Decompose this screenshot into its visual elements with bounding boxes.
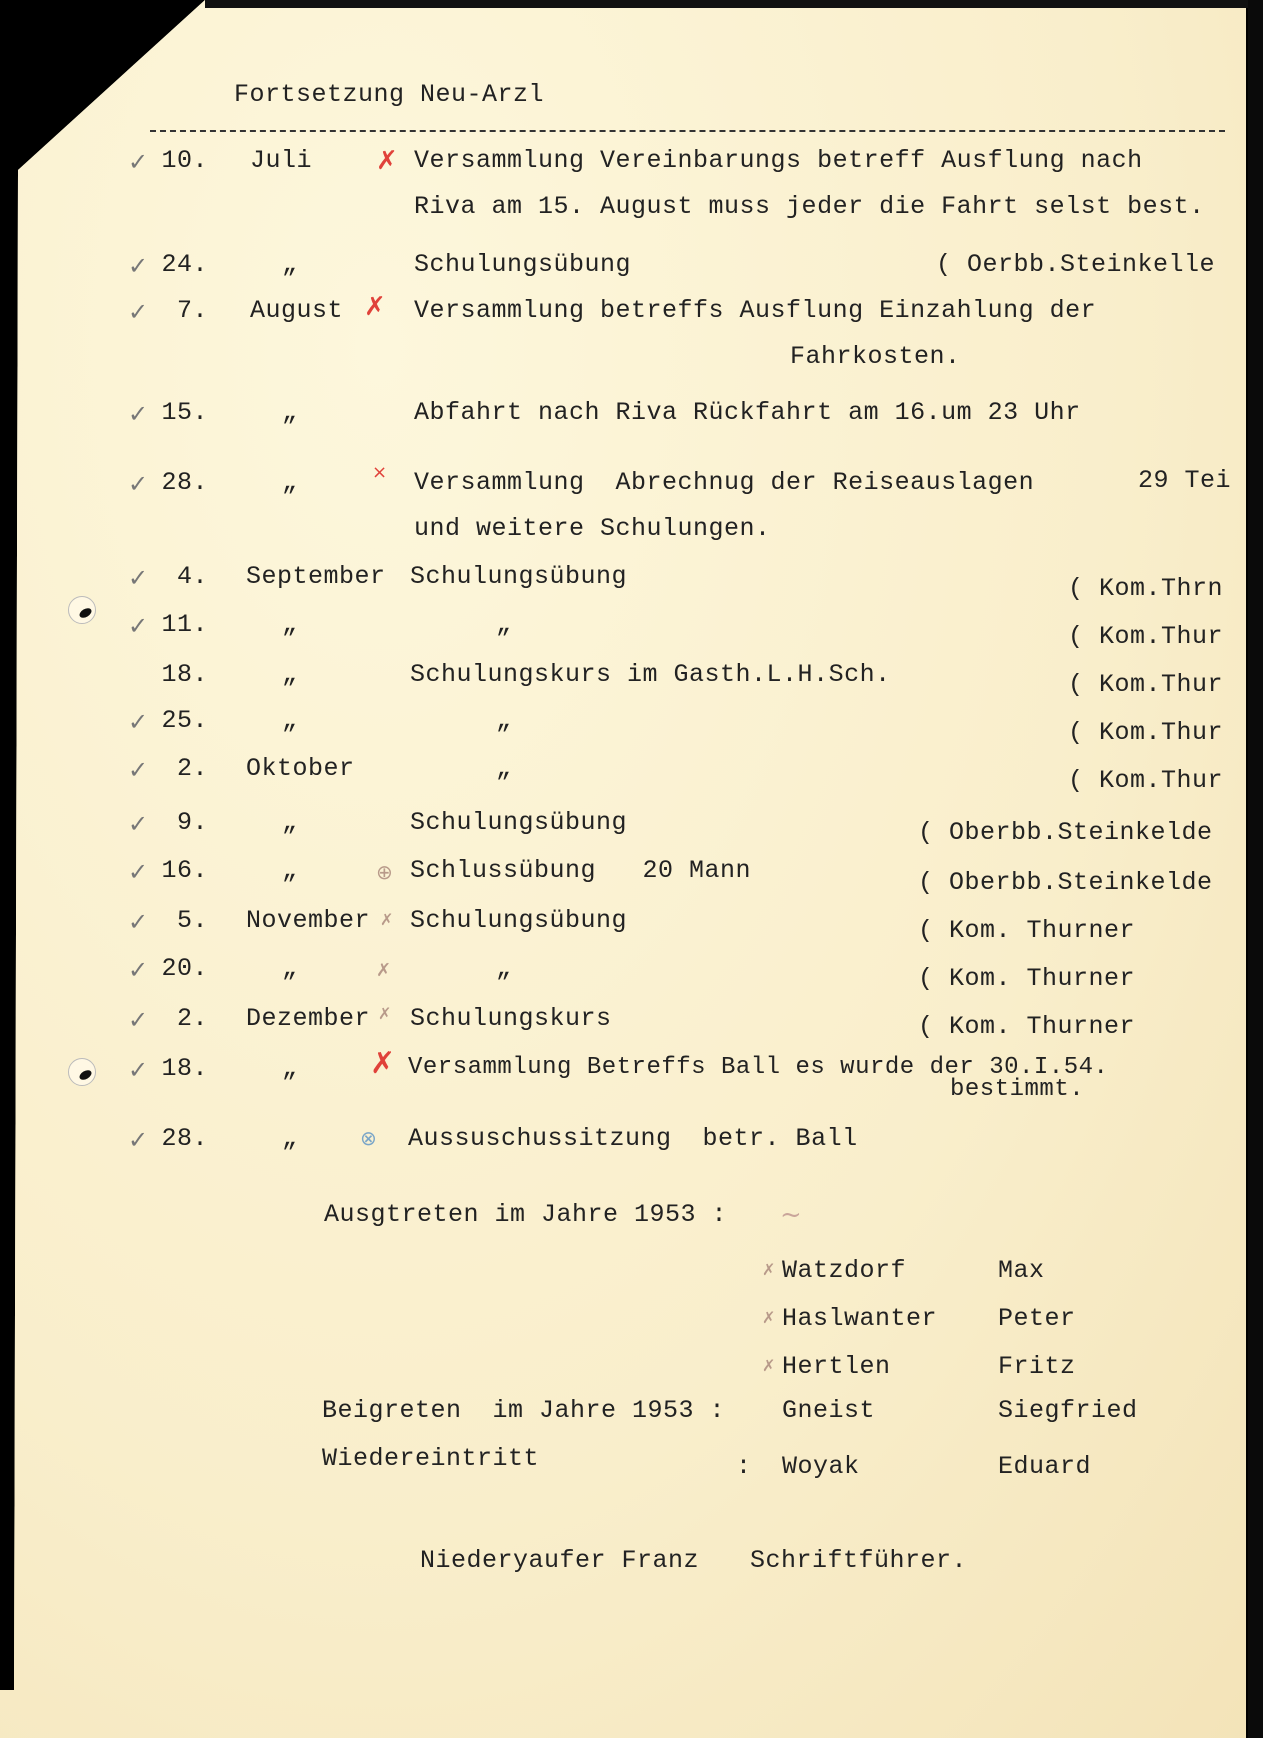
- entry-month: „: [282, 1124, 298, 1153]
- entry-day: 2.: [176, 754, 208, 783]
- signature-name: Niederyaufer Franz: [420, 1546, 700, 1575]
- red-cross-icon: ×: [372, 462, 388, 483]
- entry-description: Schulungsübung: [410, 808, 628, 837]
- scan-border-top: [205, 0, 1263, 8]
- member-first-name: Fritz: [998, 1352, 1076, 1381]
- entry-month: „: [282, 250, 298, 279]
- entry-description: „: [496, 954, 512, 983]
- check-mark-icon: ✓: [128, 858, 149, 886]
- member-last-name: Haslwanter: [782, 1304, 938, 1333]
- pencil-cross-icon: ✗: [376, 960, 392, 981]
- scan-border-right: [1248, 0, 1263, 1738]
- check-mark-icon: ✓: [128, 1056, 149, 1084]
- check-mark-icon: ✓: [128, 400, 149, 428]
- entry-description: Aussuschussitzung betr. Ball: [408, 1124, 858, 1153]
- entry-month: „: [282, 660, 298, 689]
- entry-month: „: [282, 468, 298, 497]
- entry-day: 25.: [161, 706, 208, 735]
- entry-description: Fahrkosten.: [790, 342, 961, 371]
- entry-day: 2.: [176, 1004, 208, 1033]
- pencil-cross-icon: ✗: [378, 1004, 392, 1023]
- entry-month: „: [282, 954, 298, 983]
- entry-month: „: [282, 808, 298, 837]
- entry-description: Riva am 15. August muss jeder die Fahrt selst best.: [414, 192, 1205, 221]
- entry-day: 28.: [161, 468, 208, 497]
- entry-day: 7.: [176, 296, 208, 325]
- entry-day: 15.: [161, 398, 208, 427]
- entry-day: 10.: [161, 146, 208, 175]
- page-title: Fortsetzung Neu-Arzl: [234, 80, 545, 109]
- entry-month: Oktober: [246, 754, 355, 783]
- signature-role: Schriftführer.: [750, 1546, 968, 1575]
- blue-cross-icon: ⊗: [360, 1126, 377, 1150]
- red-cross-icon: ✗: [370, 1046, 396, 1081]
- entry-day: 9.: [176, 808, 208, 837]
- pencil-cross-icon: ✗: [762, 1260, 776, 1279]
- entry-location-note: ( Kom.Thur: [1068, 670, 1224, 699]
- entry-day: 18.: [161, 660, 208, 689]
- check-mark-icon: ✓: [128, 564, 149, 592]
- check-mark-icon: ✓: [128, 956, 149, 984]
- punch-hole: [68, 1058, 96, 1086]
- entry-description: Versammlung Betreffs Ball es wurde der 30.I.54.: [408, 1054, 1109, 1081]
- entry-description: Versammlung Vereinbarungs betreff Ausflung nach: [414, 146, 1143, 175]
- check-mark-icon: ✓: [128, 810, 149, 838]
- reentry-label: Wiedereintritt: [322, 1444, 540, 1473]
- entry-location-note: ( Kom.Thur: [1068, 766, 1224, 795]
- entry-month: „: [282, 706, 298, 735]
- entry-description: „: [496, 754, 512, 783]
- entry-description: Schulungsübung: [410, 562, 628, 591]
- entry-description: bestimmt.: [950, 1076, 1085, 1103]
- entry-month: Dezember: [246, 1004, 371, 1033]
- member-first-name: Peter: [998, 1304, 1076, 1333]
- entry-day: 28.: [161, 1124, 208, 1153]
- entry-month: August: [250, 296, 344, 325]
- entry-location-note: ( Kom.Thur: [1068, 718, 1224, 747]
- pencil-cross-icon: ✗: [762, 1356, 776, 1375]
- entry-month: September: [246, 562, 386, 591]
- joined-label: Beigreten im Jahre 1953 :: [322, 1396, 726, 1425]
- entry-day: 11.: [161, 610, 208, 639]
- check-mark-icon: ✓: [128, 470, 149, 498]
- entry-month: „: [282, 1054, 298, 1083]
- check-mark-icon: ✓: [128, 908, 149, 936]
- entry-day: 18.: [161, 1054, 208, 1083]
- reentry-colon: :: [736, 1452, 752, 1481]
- reentry-last-name: Woyak: [782, 1452, 860, 1481]
- check-mark-icon: ✓: [128, 298, 149, 326]
- joined-last-name: Gneist: [782, 1396, 876, 1425]
- entry-location-note: ( Kom. Thurner: [918, 964, 1136, 993]
- joined-first-name: Siegfried: [998, 1396, 1138, 1425]
- entry-description: Schulungsübung: [410, 906, 628, 935]
- entry-location-note: ( Kom.Thur: [1068, 622, 1224, 651]
- entry-day: 24.: [161, 250, 208, 279]
- red-cross-icon: ✗: [376, 146, 398, 176]
- check-mark-icon: ✓: [128, 1006, 149, 1034]
- entry-location-note: ( Kom. Thurner: [918, 1012, 1136, 1041]
- entry-day: 4.: [176, 562, 208, 591]
- entry-description: Schulungsübung: [414, 250, 632, 279]
- entry-location-note: ( Kom.Thrn: [1068, 574, 1224, 603]
- entry-month: „: [282, 398, 298, 427]
- entry-description: „: [496, 706, 512, 735]
- entry-location-note: ( Oberbb.Steinkelde: [918, 868, 1213, 897]
- check-mark-icon: ✓: [128, 708, 149, 736]
- member-last-name: Watzdorf: [782, 1256, 907, 1285]
- left-members-label: Ausgtreten im Jahre 1953 :: [324, 1200, 728, 1229]
- entry-day: 16.: [161, 856, 208, 885]
- member-first-name: Max: [998, 1256, 1045, 1285]
- member-last-name: Hertlen: [782, 1352, 891, 1381]
- entry-day: 20.: [161, 954, 208, 983]
- pencil-cross-icon: ✗: [762, 1308, 776, 1327]
- entry-month: „: [282, 856, 298, 885]
- entry-description: und weitere Schulungen.: [414, 514, 771, 543]
- entry-description: Versammlung Abrechnug der Reiseauslagen: [414, 468, 1035, 497]
- punch-hole: [68, 596, 96, 624]
- entry-month: Juli: [250, 146, 313, 175]
- header-divider: [150, 130, 1225, 132]
- reentry-first-name: Eduard: [998, 1452, 1092, 1481]
- check-mark-icon: ✓: [128, 756, 149, 784]
- entry-month: „: [282, 610, 298, 639]
- entry-location-note: ( Kom. Thurner: [918, 916, 1136, 945]
- entry-location-note: ( Oerbb.Steinkelle: [936, 250, 1216, 279]
- handwritten-note-icon: ~: [780, 1200, 802, 1230]
- entry-location-note: ( Oberbb.Steinkelde: [918, 818, 1213, 847]
- entry-description: „: [496, 610, 512, 639]
- entry-description: Schulungskurs: [410, 1004, 612, 1033]
- pencil-cross-icon: ✗: [380, 910, 394, 929]
- entry-month: November: [246, 906, 371, 935]
- circle-mark-icon: ⊕: [376, 860, 393, 884]
- entry-description: Schulungskurs im Gasth.L.H.Sch.: [410, 660, 891, 689]
- entry-description: Schlussübung 20 Mann: [410, 856, 752, 885]
- check-mark-icon: ✓: [128, 148, 149, 176]
- entry-description: Versammlung betreffs Ausflung Einzahlung der: [414, 296, 1097, 325]
- red-cross-icon: ✗: [364, 292, 386, 322]
- entry-description: Abfahrt nach Riva Rückfahrt am 16.um 23 Uhr: [414, 398, 1081, 427]
- check-mark-icon: ✓: [128, 1126, 149, 1154]
- entry-day: 5.: [176, 906, 208, 935]
- entry-location-note: 29 Tei: [1138, 466, 1232, 495]
- check-mark-icon: ✓: [128, 252, 149, 280]
- check-mark-icon: ✓: [128, 612, 149, 640]
